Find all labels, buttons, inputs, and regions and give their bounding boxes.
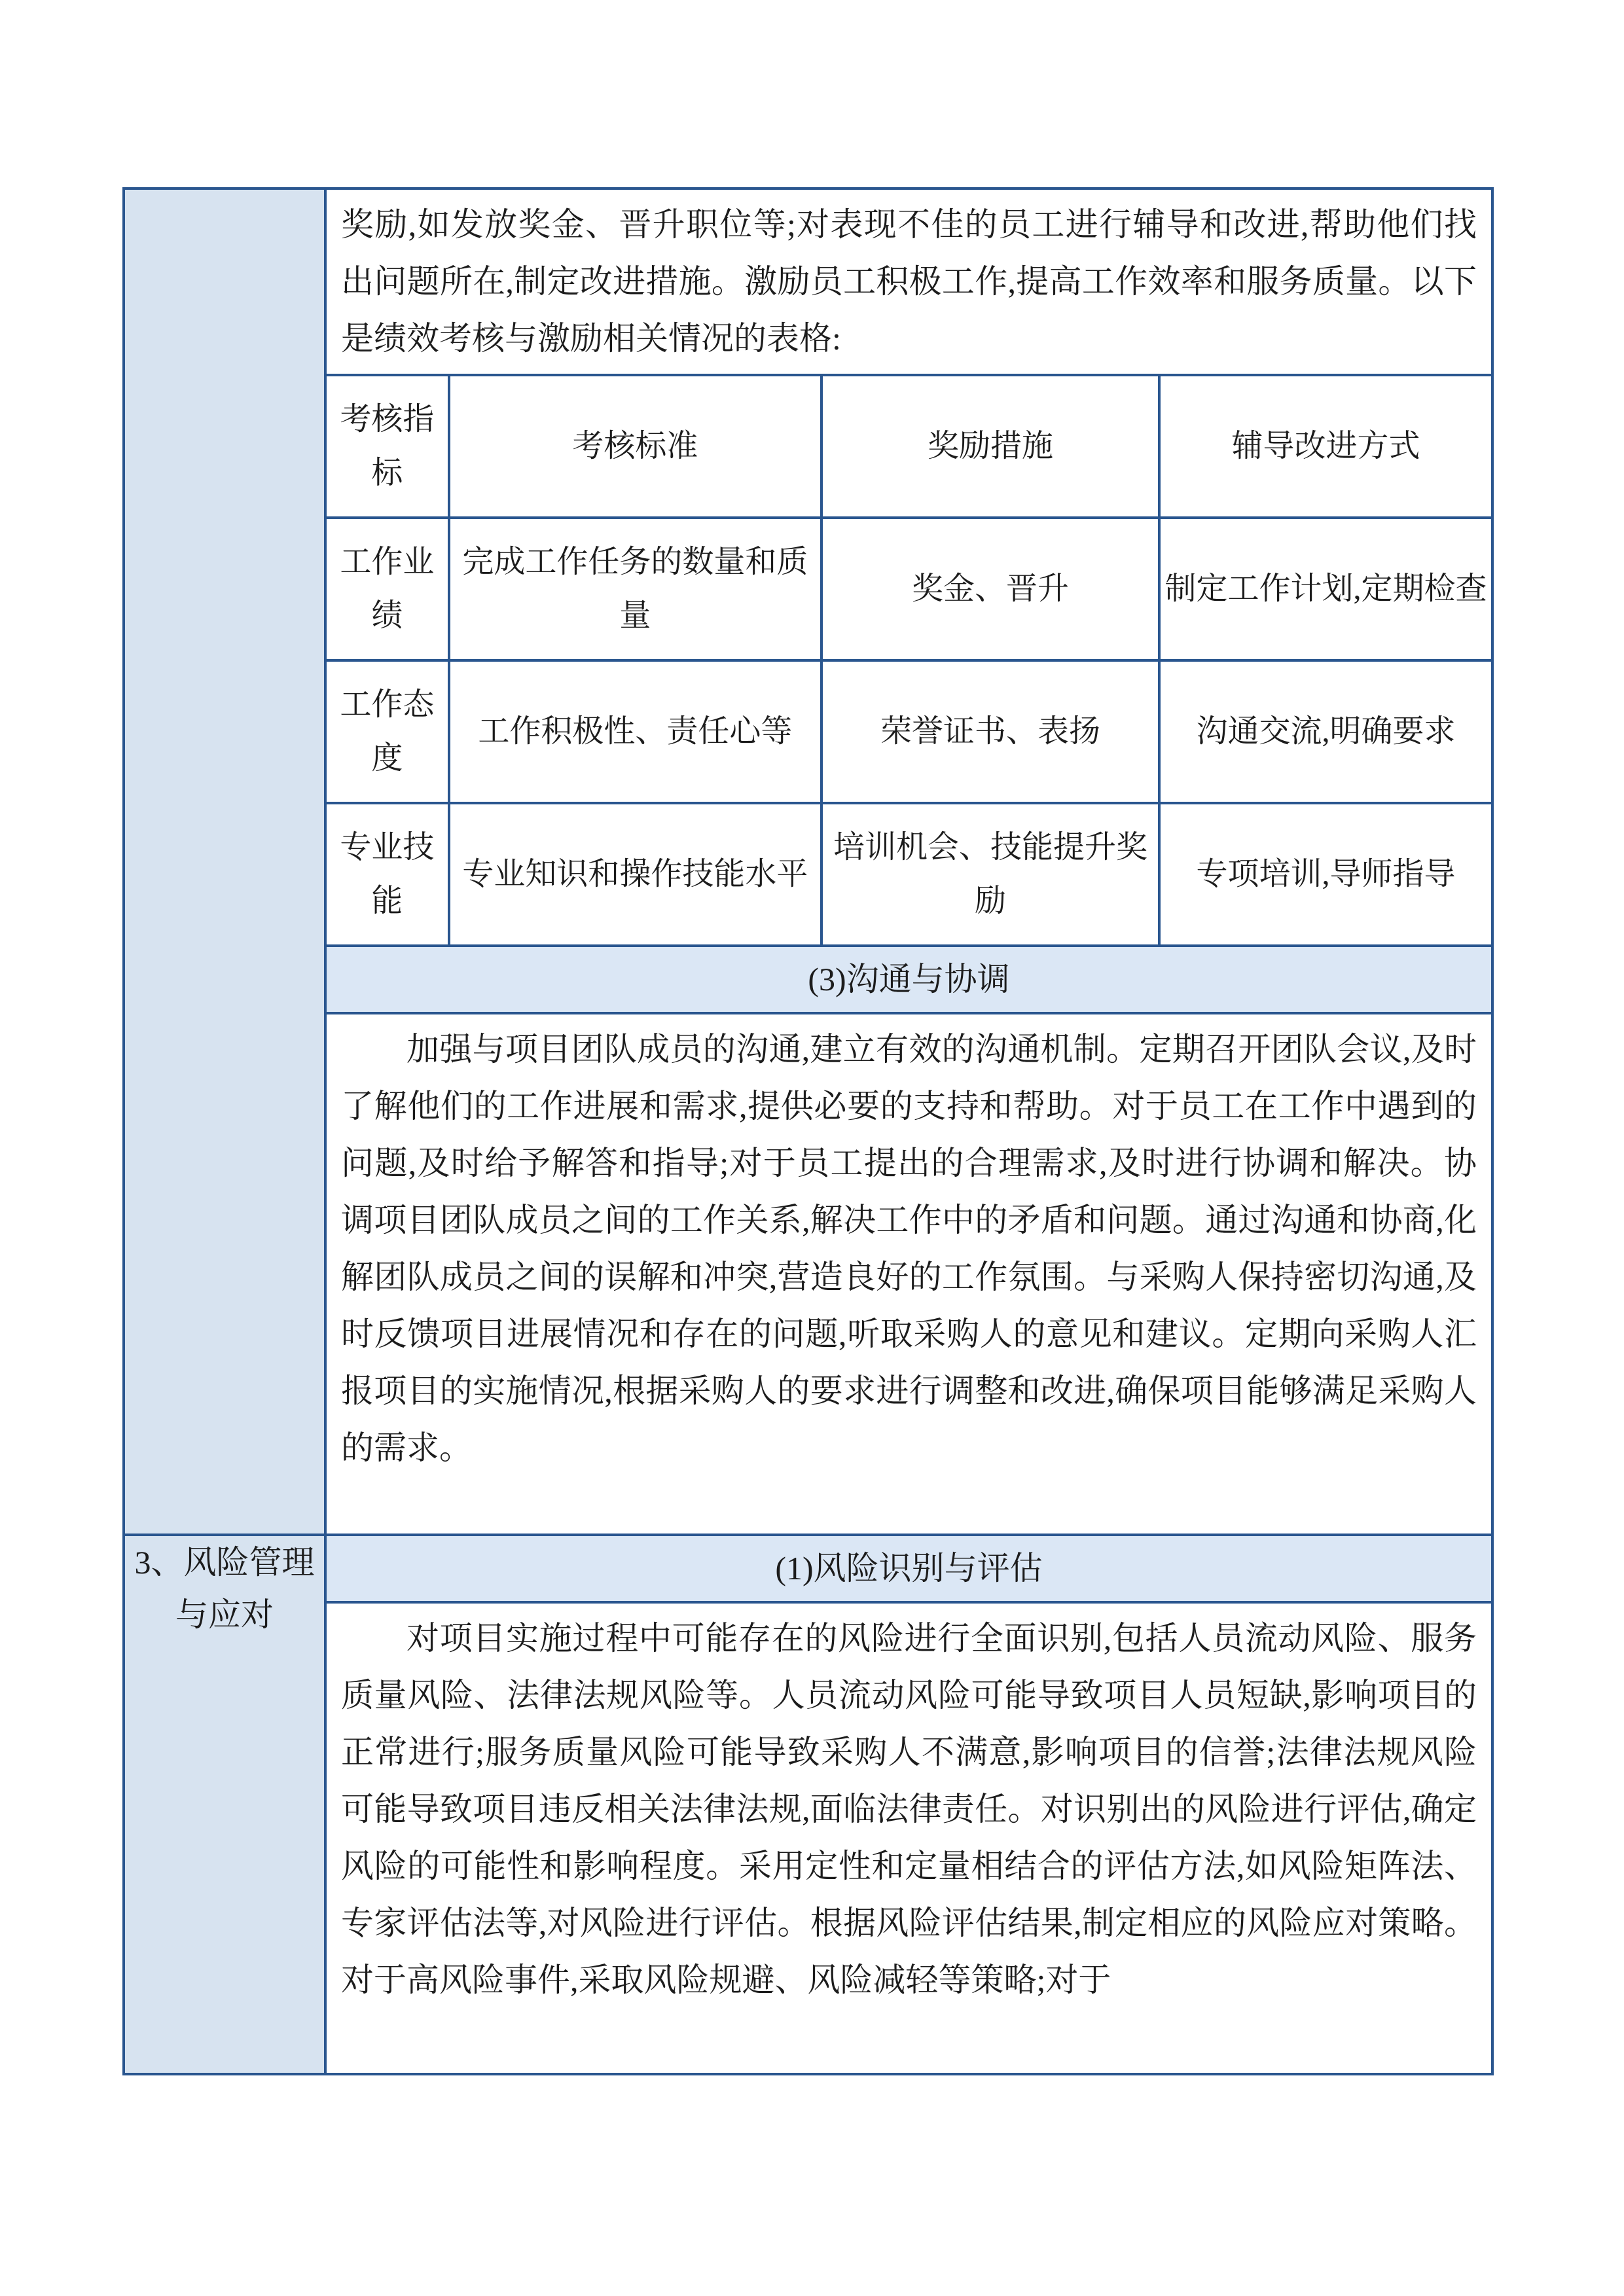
content-cell bbox=[325, 188, 1492, 1535]
perf-cell: 专项培训,导师指导 bbox=[1159, 803, 1491, 946]
perf-header-cell: 考核指标 bbox=[327, 375, 449, 518]
perf-cell: 工作业绩 bbox=[327, 518, 449, 660]
row-label-empty bbox=[124, 188, 325, 1535]
perf-cell: 荣誉证书、表扬 bbox=[821, 660, 1159, 803]
perf-cell: 工作态度 bbox=[327, 660, 449, 803]
perf-cell: 专业技能 bbox=[327, 803, 449, 946]
perf-header-cell: 辅导改进方式 bbox=[1159, 375, 1491, 518]
risk-paragraph: 对项目实施过程中可能存在的风险进行全面识别,包括人员流动风险、服务质量风险、法律法规风险等。人员流动风险可能导致项目人员短缺,影响项目的正常进行;服务质量风险可能导致采购人不满意,影响项目的信誉;法律法规风险可能导致项目违反相关法律法规,面临法律责任。对识别出的风险进行评估,确定风险的可能性和影响程度。采用定性和定量相结合的评估方法,如风险矩阵法、专家评估法等,对风险进行评估。根据风险评估结果,制定相应的风险应对策略。对于高风险事件,采取风险规避、风险减轻等策略;对于 bbox=[341, 1620, 1477, 1998]
perf-header-cell: 奖励措施 bbox=[821, 375, 1159, 518]
perf-cell: 奖金、晋升 bbox=[821, 518, 1159, 660]
row-label-risk-management bbox=[124, 1535, 325, 2074]
intro-paragraph: 奖励,如发放奖金、晋升职位等;对表现不佳的员工进行辅导和改进,帮助他们找出问题所在,制定改进措施。激励员工积极工作,提高工作效率和服务质量。以下是绩效考核与激励相关情况的表格: bbox=[341, 206, 1477, 357]
communication-paragraph: 加强与项目团队成员的沟通,建立有效的沟通机制。定期召开团队会议,及时了解他们的工作进展和需求,提供必要的支持和帮助。对于员工在工作中遇到的问题,及时给予解答和指导;对于员工提出的合理需求,及时进行协调和解决。协调项目团队成员之间的工作关系,解决工作中的矛盾和问题。通过沟通和协商,化解团队成员之间的误解和冲突,营造良好的工作氛围。与采购人保持密切沟通,及时反馈项目进展情况和存在的问题,听取采购人的意见和建议。定期向采购人汇报项目的实施情况,根据采购人的要求进行调整和改进,确保项目能够满足采购人的需求。 bbox=[341, 1031, 1477, 1466]
perf-header-row bbox=[327, 375, 1491, 518]
perf-cell: 工作积极性、责任心等 bbox=[449, 660, 821, 803]
performance-table bbox=[327, 374, 1491, 947]
main-table bbox=[122, 187, 1494, 2075]
perf-cell: 培训机会、技能提升奖励 bbox=[821, 803, 1159, 946]
perf-row-work-attitude bbox=[327, 660, 1491, 803]
perf-cell: 沟通交流,明确要求 bbox=[1159, 660, 1491, 803]
perf-row-professional-skill bbox=[327, 803, 1491, 946]
table-row bbox=[124, 188, 1492, 1535]
perf-cell: 完成工作任务的数量和质量 bbox=[449, 518, 821, 660]
perf-header-cell: 考核标准 bbox=[449, 375, 821, 518]
perf-row-work-performance bbox=[327, 518, 1491, 660]
section-header-risk: (1)风险识别与评估 bbox=[327, 1536, 1491, 1604]
table-row bbox=[124, 1535, 1492, 2074]
section-header-communication: (3)沟通与协调 bbox=[327, 947, 1491, 1014]
content-cell bbox=[325, 1535, 1492, 2074]
perf-cell: 制定工作计划,定期检查 bbox=[1159, 518, 1491, 660]
row-label-text: 3、风险管理与应对 bbox=[134, 1544, 315, 1633]
perf-cell: 专业知识和操作技能水平 bbox=[449, 803, 821, 946]
